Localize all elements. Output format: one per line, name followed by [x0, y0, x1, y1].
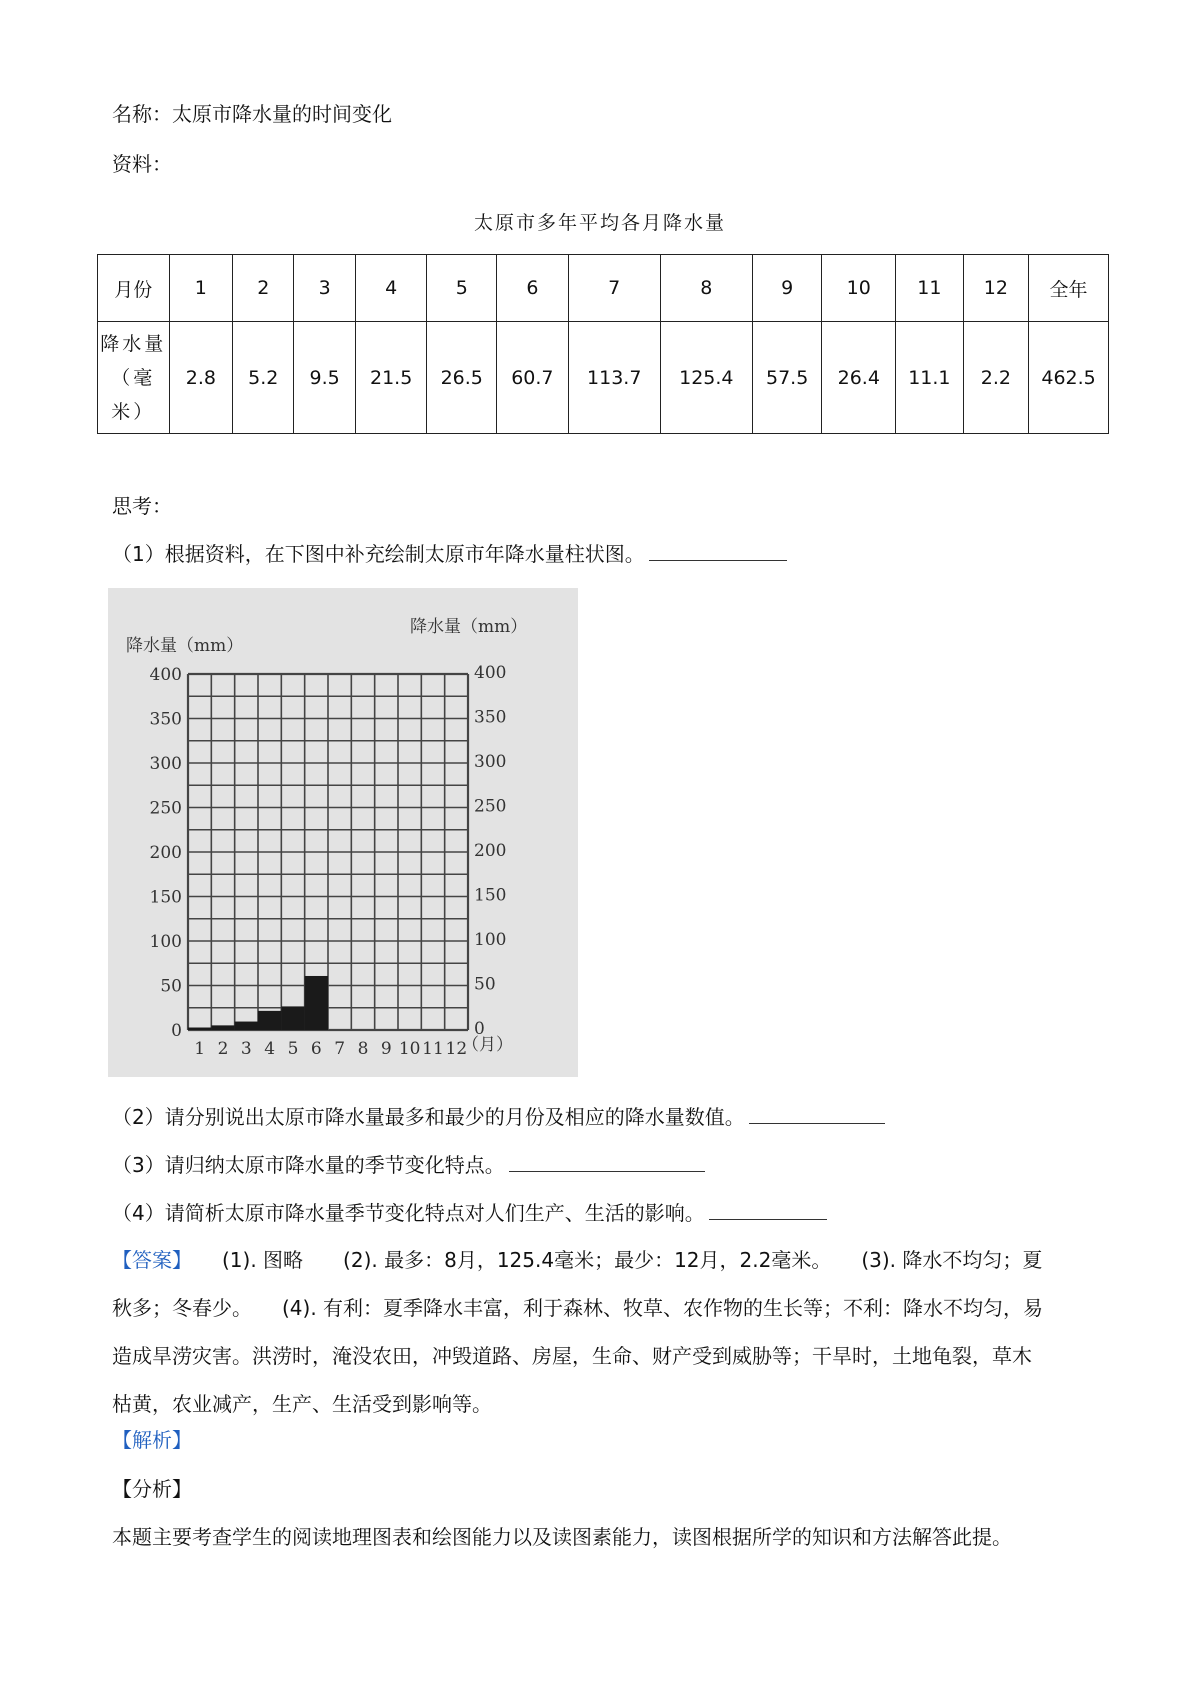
name-line: 名称：太原市降水量的时间变化: [112, 102, 392, 126]
y-tick-right: 150: [474, 885, 507, 906]
question-1: [112, 540, 787, 568]
y-tick-right: 50: [474, 974, 496, 995]
y-tick-left: 300: [149, 754, 182, 774]
answer-block: [112, 1236, 1102, 1428]
answer-blank-3[interactable]: [509, 1153, 705, 1172]
answer-line-3: 造成旱涝灾害。洪涝时，淹没农田，冲毁道路、房屋，生命、财产受到威胁等；干旱时，土地龟裂，草木: [112, 1344, 1032, 1368]
value-cell: 9.5: [294, 322, 355, 434]
x-tick-label: 6: [310, 1039, 322, 1059]
table-header-row: [98, 255, 1109, 322]
bar-month-6: [305, 976, 328, 1030]
x-tick-label: 7: [334, 1039, 346, 1059]
month-cell: 11: [896, 255, 964, 322]
question-4: [112, 1199, 827, 1227]
y-tick-left: 100: [149, 932, 182, 952]
table-caption: 太原市多年平均各月降水量: [473, 212, 726, 234]
value-cell: 2.8: [169, 322, 232, 434]
answer-blank-2[interactable]: [749, 1105, 885, 1124]
answer-blank-4[interactable]: [709, 1201, 827, 1220]
bar-month-3: [235, 1022, 258, 1030]
month-cell: 1: [169, 255, 232, 322]
value-cell: 26.4: [822, 322, 896, 434]
x-tick-label: 8: [357, 1039, 369, 1059]
answer-tag: 【答案】: [112, 1248, 182, 1272]
bar-month-5: [281, 1006, 304, 1030]
y-tick-right: 100: [474, 930, 507, 950]
y-tick-left: 150: [149, 887, 182, 908]
question-2: [112, 1103, 885, 1131]
question-3-text: （3）请归纳太原市降水量的季节变化特点。: [112, 1153, 505, 1177]
x-tick-label: 10: [398, 1039, 421, 1059]
resource-label: 资料：: [112, 152, 172, 176]
y-tick-left: 250: [149, 798, 182, 819]
value-cell: 11.1: [896, 322, 964, 434]
bar-month-2: [211, 1025, 234, 1030]
value-cell: 60.7: [497, 322, 569, 434]
month-cell: 7: [568, 255, 660, 322]
x-tick-label: 2: [217, 1039, 229, 1059]
row-label-line2: （毫米）: [111, 366, 156, 423]
month-cell: 3: [294, 255, 355, 322]
question-1-text: （1）根据资料，在下图中补充绘制太原市年降水量柱状图。: [112, 542, 645, 566]
value-cell: 21.5: [355, 322, 427, 434]
bar-month-1: [188, 1028, 211, 1030]
y-tick-left: 350: [149, 709, 182, 730]
y-tick-right: 0: [474, 1019, 485, 1039]
month-cell: 2: [233, 255, 294, 322]
y-tick-left: 400: [149, 665, 182, 685]
month-cell: 9: [752, 255, 822, 322]
question-2-text: （2）请分别说出太原市降水量最多和最少的月份及相应的降水量数值。: [112, 1105, 745, 1129]
y-tick-left: 0: [171, 1021, 182, 1041]
analysis-sub-tag: 【分析】: [112, 1477, 192, 1501]
month-cell: 6: [497, 255, 569, 322]
precipitation-bar-chart: [108, 588, 578, 1077]
x-tick-label: 12: [445, 1039, 468, 1059]
y-axis-label-right: 降水量（mm）: [410, 617, 528, 637]
value-cell: 26.5: [427, 322, 497, 434]
bar-month-4: [258, 1011, 281, 1030]
y-tick-left: 200: [149, 843, 182, 863]
y-tick-right: 250: [474, 796, 507, 817]
value-cell: 57.5: [752, 322, 822, 434]
month-cell: 4: [355, 255, 427, 322]
value-cell: 113.7: [568, 322, 660, 434]
month-cell: 12: [963, 255, 1028, 322]
x-tick-label: 1: [194, 1039, 206, 1059]
question-3: [112, 1151, 705, 1179]
value-cell-annual: 462.5: [1029, 322, 1109, 434]
value-cell: 5.2: [233, 322, 294, 434]
month-cell-annual: 全年: [1029, 255, 1109, 322]
x-tick-label: 5: [287, 1039, 299, 1059]
precipitation-table: [97, 254, 1109, 434]
chart-svg: [108, 588, 578, 1077]
answer-line-1-text: (1). 图略 (2). 最多：8月，125.4毫米；最少：12月，2.2毫米。 (3). 降水不均匀；夏: [182, 1248, 1043, 1272]
row-label-line1: 降水量: [100, 332, 167, 355]
y-axis-label-left: 降水量（mm）: [126, 636, 244, 656]
x-tick-label: 4: [264, 1039, 276, 1059]
month-cell: 8: [660, 255, 752, 322]
y-tick-right: 300: [474, 752, 507, 772]
header-label-cell: 月份: [98, 255, 170, 322]
question-4-text: （4）请简析太原市降水量季节变化特点对人们生产、生活的影响。: [112, 1201, 705, 1225]
x-tick-label: 9: [380, 1039, 392, 1059]
analysis-tag: [112, 1426, 192, 1454]
value-cell: 2.2: [963, 322, 1028, 434]
month-cell: 5: [427, 255, 497, 322]
month-cell: 10: [822, 255, 896, 322]
y-tick-left: 50: [160, 976, 182, 997]
answer-blank-1[interactable]: [649, 542, 787, 561]
x-tick-label: 11: [422, 1039, 444, 1059]
y-tick-right: 350: [474, 707, 507, 728]
analysis-tag-text: 【解析】: [112, 1428, 192, 1452]
answer-line-4: 枯黄，农业减产，生产、生活受到影响等。: [112, 1392, 492, 1416]
y-tick-right: 200: [474, 841, 507, 861]
y-tick-right: 400: [474, 663, 507, 683]
row-label-cell: [98, 322, 170, 434]
value-cell: 125.4: [660, 322, 752, 434]
x-tick-label: 3: [240, 1039, 252, 1059]
answer-line-2: 秋多；冬春少。 (4). 有利：夏季降水丰富，利于森林、牧草、农作物的生长等；不利：降水不均匀，易: [112, 1296, 1044, 1320]
think-label: 思考：: [112, 494, 172, 518]
table-value-row: [98, 322, 1109, 434]
x-axis-label: （月）: [462, 1035, 513, 1055]
analysis-text: 本题主要考查学生的阅读地理图表和绘图能力以及读图素能力，读图根据所学的知识和方法解答此提。: [112, 1525, 1012, 1549]
answer-line-1: [112, 1236, 1102, 1284]
